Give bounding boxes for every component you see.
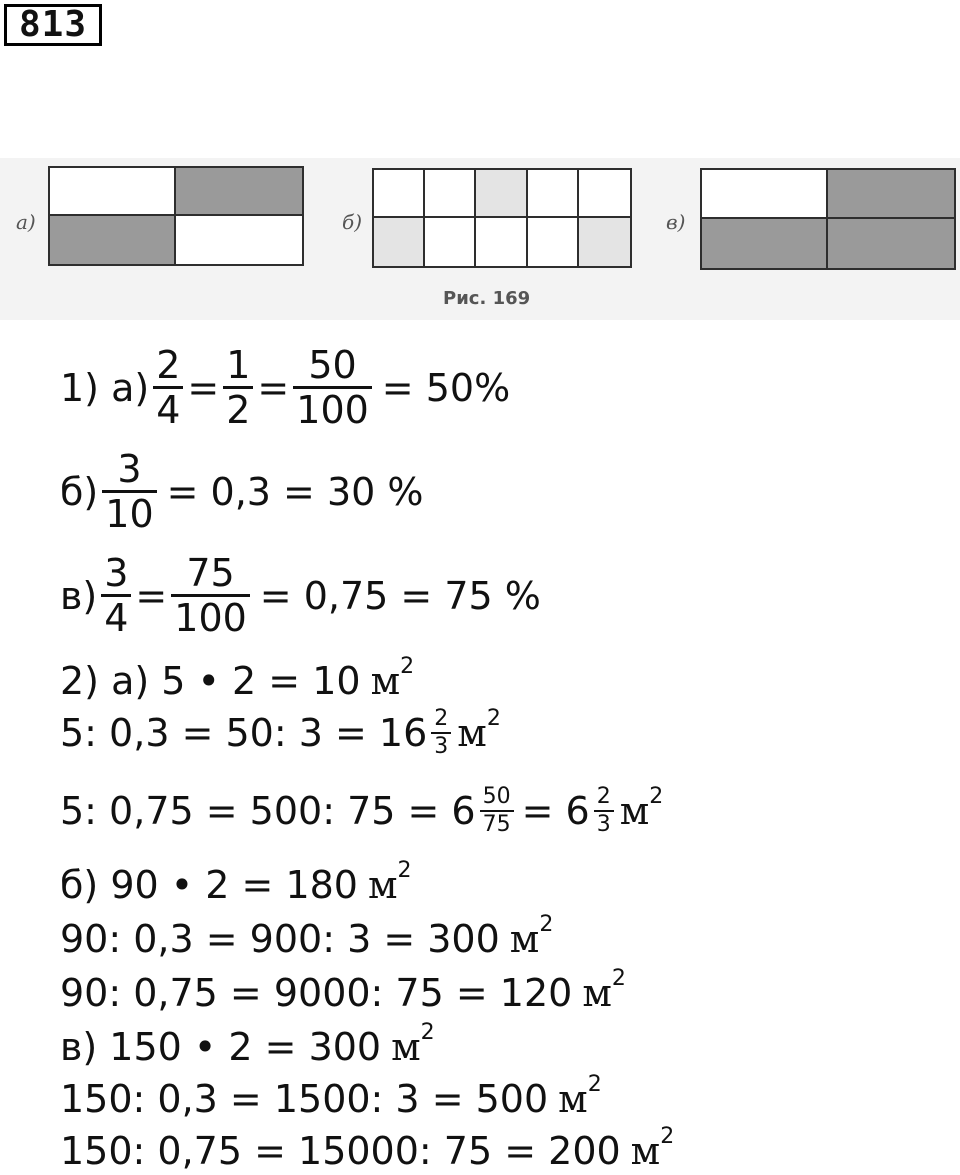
- line-text: 2) а) 5 • 2 = 10: [60, 659, 361, 703]
- empty-cell: [176, 216, 302, 264]
- equals-sign: =: [257, 365, 290, 410]
- fraction: $\frac{50}{75}$: [480, 786, 514, 836]
- fraction: $\frac{2}{3}$: [431, 708, 451, 758]
- fraction: $\frac{2}{4}$: [153, 346, 183, 429]
- line-prefix: б): [60, 469, 99, 514]
- line-text: 150: 0,75 = 15000: 75 = 200: [60, 1129, 621, 1173]
- panel-a-label: а): [16, 210, 36, 234]
- fraction: $\frac{75}{100}$: [171, 554, 250, 637]
- shaded-cell: [828, 170, 954, 219]
- exponent: 2: [397, 858, 412, 883]
- unit: м: [630, 1129, 661, 1173]
- figure-caption: Рис. 169: [443, 288, 531, 309]
- empty-cell: [50, 168, 176, 216]
- solution-line-1: [60, 343, 511, 432]
- empty-cell: [374, 170, 425, 218]
- solution-line-8: [60, 912, 554, 961]
- shaded-cell: [374, 218, 425, 266]
- empty-cell: [528, 218, 579, 266]
- empty-cell: [579, 170, 630, 218]
- panel-b-label: б): [342, 210, 363, 234]
- fraction: $\frac{2}{3}$: [594, 786, 614, 836]
- panel-b-grid: [372, 168, 632, 268]
- unit: м: [558, 1077, 588, 1121]
- line-text: в) 150 • 2 = 300: [60, 1025, 382, 1069]
- line-text: 90: 0,75 = 9000: 75 = 120: [60, 971, 573, 1015]
- unit: м: [457, 711, 487, 755]
- exponent: 2: [649, 784, 664, 809]
- solution-line-6: [60, 786, 663, 836]
- line-prefix: в): [60, 573, 98, 618]
- fraction: $\frac{50}{100}$: [293, 346, 372, 429]
- unit: м: [582, 971, 612, 1015]
- exponent: 2: [539, 912, 554, 937]
- panel-v-grid: [700, 168, 956, 270]
- line-text: 90: 0,3 = 900: 3 = 300: [60, 917, 500, 961]
- line-text: 5: 0,3 = 50: 3 = 16: [60, 711, 428, 755]
- exponent: 2: [420, 1020, 435, 1045]
- exponent: 2: [611, 966, 626, 991]
- panel-v-label: в): [666, 210, 686, 234]
- equals-sign: =: [187, 365, 220, 410]
- shaded-cell: [176, 168, 302, 216]
- line-mid: = 6: [521, 789, 590, 833]
- shaded-cell: [579, 218, 630, 266]
- solution-line-11: [60, 1072, 602, 1121]
- line-text: б) 90 • 2 = 180: [60, 863, 358, 907]
- task-number: 813: [4, 4, 102, 46]
- line-text: 5: 0,75 = 500: 75 = 6: [60, 789, 476, 833]
- equals-sign: =: [135, 573, 168, 618]
- unit: м: [367, 863, 398, 907]
- line-prefix: 1) а): [60, 365, 150, 410]
- line-tail: = 50%: [381, 365, 511, 410]
- solution-line-9: [60, 966, 626, 1015]
- shaded-cell: [476, 170, 527, 218]
- exponent: 2: [400, 654, 415, 679]
- panel-a-grid: [48, 166, 304, 266]
- fraction: $\frac{3}{4}$: [101, 554, 131, 637]
- solution-line-10: [60, 1020, 435, 1069]
- solution-line-5: [60, 708, 501, 758]
- empty-cell: [425, 170, 476, 218]
- line-text: 150: 0,3 = 1500: 3 = 500: [60, 1077, 549, 1121]
- shaded-cell: [828, 219, 954, 268]
- empty-cell: [528, 170, 579, 218]
- solution-line-7: [60, 858, 412, 907]
- empty-cell: [425, 218, 476, 266]
- solution-line-2: [60, 447, 424, 536]
- fraction: $\frac{1}{2}$: [223, 346, 253, 429]
- solution-line-12: [60, 1124, 675, 1173]
- shaded-cell: [702, 219, 828, 268]
- shaded-cell: [50, 216, 176, 264]
- unit: м: [370, 659, 401, 703]
- unit: м: [509, 917, 540, 961]
- line-tail: = 0,75 = 75 %: [259, 573, 541, 618]
- unit: м: [391, 1025, 421, 1069]
- exponent: 2: [587, 1072, 602, 1097]
- empty-cell: [702, 170, 828, 219]
- solution-line-3: [60, 551, 541, 640]
- unit: м: [619, 789, 650, 833]
- exponent: 2: [660, 1124, 675, 1149]
- fraction: $\frac{3}{10}$: [102, 450, 156, 533]
- figure-169: [0, 158, 960, 320]
- exponent: 2: [486, 706, 501, 731]
- line-tail: = 0,3 = 30 %: [166, 469, 424, 514]
- solution-line-4: [60, 654, 415, 703]
- empty-cell: [476, 218, 527, 266]
